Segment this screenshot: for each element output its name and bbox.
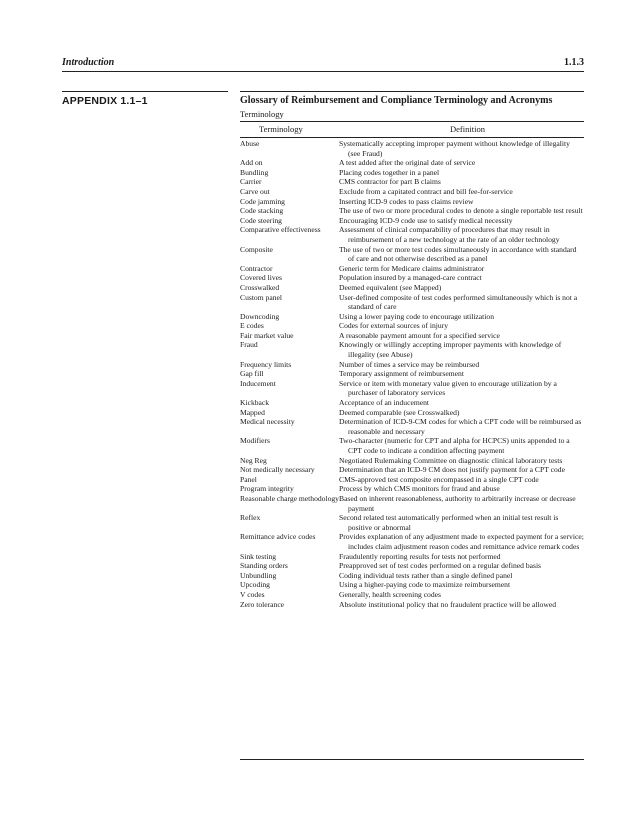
table-row xyxy=(240,494,584,513)
definition-cell: Determination that an ICD-9 CM does not justify payment for a CPT code xyxy=(339,465,565,475)
term-cell: Mapped xyxy=(240,407,265,417)
glossary-table-body xyxy=(240,139,584,609)
running-head xyxy=(62,57,584,71)
definition-cell: Systematically accepting improper payment without knowledge of illegality (see Fraud) xyxy=(339,139,570,158)
definition-cell: Fraudulently reporting results for tests not performed xyxy=(339,551,501,561)
appendix-label: APPENDIX 1.1–1 xyxy=(62,95,148,107)
table-row xyxy=(240,283,584,293)
definition-cell: CMS-approved test composite encompassed in a single CPT code xyxy=(339,474,539,484)
definition-cell: Using a higher-paying code to maximize reimbursement xyxy=(339,580,511,590)
definition-cell: Generally, health screening codes xyxy=(339,589,441,599)
term-cell: E codes xyxy=(240,321,264,331)
term-cell: Standing orders xyxy=(240,561,288,571)
table-row xyxy=(240,187,584,197)
term-cell: Composite xyxy=(240,244,273,254)
table-row xyxy=(240,484,584,494)
definition-cell: User-defined composite of test codes performed simultaneously which is not a standard of care xyxy=(339,292,578,312)
table-row xyxy=(240,513,584,532)
table-row xyxy=(240,408,584,418)
definition-cell: Knowingly or willingly accepting improper payments with knowledge of illegality (see Abuse) xyxy=(339,340,562,360)
definition-cell: A test added after the original date of service xyxy=(339,158,476,168)
table-row xyxy=(240,312,584,322)
term-cell: Gap fill xyxy=(240,369,264,379)
table-row xyxy=(240,552,584,562)
table-row xyxy=(240,456,584,466)
table-row xyxy=(240,369,584,379)
term-cell: Code stacking xyxy=(240,206,284,216)
definition-cell: Deemed comparable (see Crosswalked) xyxy=(339,407,460,417)
definition-cell: Encouraging ICD-9 code use to satisfy medical necessity xyxy=(339,215,513,225)
term-cell: Downcoding xyxy=(240,311,280,321)
running-head-page-number: 1.1.3 xyxy=(564,57,584,68)
term-cell: Panel xyxy=(240,474,257,484)
table-title: Glossary of Reimbursement and Compliance Terminology and Acronyms xyxy=(240,95,553,106)
table-row xyxy=(240,216,584,226)
table-subtitle: Terminology xyxy=(240,109,284,119)
term-cell: Neg Reg xyxy=(240,455,267,465)
term-cell: Code steering xyxy=(240,215,282,225)
table-row xyxy=(240,331,584,341)
term-cell: Unbundling xyxy=(240,570,277,580)
term-cell: Reflex xyxy=(240,513,261,523)
definition-cell: Absolute institutional policy that no fraudulent practice will be allowed xyxy=(339,599,557,609)
table-row xyxy=(240,168,584,178)
definition-cell: Determination of ICD-9-CM codes for which a CPT code will be reimbursed as reasonable and necessary xyxy=(339,417,582,436)
table-row xyxy=(240,475,584,485)
top-rule xyxy=(62,71,584,72)
term-cell: Program integrity xyxy=(240,484,294,494)
term-cell: Custom panel xyxy=(240,292,282,302)
term-cell: Contractor xyxy=(240,263,273,273)
definition-cell: Process by which CMS monitors for fraud and abuse xyxy=(339,484,500,494)
definition-cell: Generic term for Medicare claims administrator xyxy=(339,263,485,273)
table-top-rule xyxy=(240,91,584,92)
table-row xyxy=(240,197,584,207)
definition-cell: Preapproved set of test codes performed on a regular defined basis xyxy=(339,561,542,571)
table-row xyxy=(240,177,584,187)
term-cell: Comparative effectiveness xyxy=(240,225,321,235)
table-row xyxy=(240,379,584,398)
table-row xyxy=(240,264,584,274)
term-cell: Crosswalked xyxy=(240,282,280,292)
definition-cell: Deemed equivalent (see Mapped) xyxy=(339,282,442,292)
table-row xyxy=(240,436,584,455)
term-cell: Reasonable charge methodology xyxy=(240,493,339,503)
term-cell: Medical necessity xyxy=(240,417,295,427)
definition-cell: Using a lower paying code to encourage utilization xyxy=(339,311,494,321)
table-bottom-rule xyxy=(240,759,584,760)
header-rule-bottom xyxy=(240,137,584,138)
definition-cell: Codes for external sources of injury xyxy=(339,321,449,331)
term-cell: Not medically necessary xyxy=(240,465,315,475)
definition-cell: Second related test automatically performed when an initial test result is positive or abnormal xyxy=(339,513,559,532)
term-cell: Code jamming xyxy=(240,196,285,206)
term-cell: Inducement xyxy=(240,378,276,388)
term-cell: Frequency limits xyxy=(240,359,292,369)
table-row xyxy=(240,561,584,571)
table-row xyxy=(240,571,584,581)
table-row xyxy=(240,321,584,331)
definition-cell: Population insured by a managed-care contract xyxy=(339,273,482,283)
term-cell: Covered lives xyxy=(240,273,282,283)
table-row xyxy=(240,293,584,312)
table-row xyxy=(240,206,584,216)
table-row xyxy=(240,532,584,551)
table-row xyxy=(240,465,584,475)
table-row xyxy=(240,580,584,590)
term-cell: Remittance advice codes xyxy=(240,532,316,542)
definition-cell: Based on inherent reasonableness, authority to arbitrarily increase or decrease payment xyxy=(339,493,576,513)
table-row xyxy=(240,417,584,436)
definition-cell: Coding individual tests rather than a single defined panel xyxy=(339,570,513,580)
term-cell: Zero tolerance xyxy=(240,599,285,609)
term-cell: Abuse xyxy=(240,139,260,148)
term-cell: Carve out xyxy=(240,186,270,196)
header-rule-top xyxy=(240,121,584,122)
table-row xyxy=(240,273,584,283)
table-row xyxy=(240,340,584,359)
definition-cell: Assessment of clinical comparability of procedures that may result in reimbursement of a new technology at the rate of an older technology xyxy=(339,225,560,244)
table-row xyxy=(240,398,584,408)
table-row xyxy=(240,590,584,600)
definition-cell: Two-character (numeric for CPT and alpha for HCPCS) units appended to a CPT code to indicate a condition affecting payment xyxy=(339,436,570,455)
term-cell: Fair market value xyxy=(240,330,294,340)
definition-cell: The use of two or more test codes simultaneously in accordance with standard of care and not otherwise described as a panel xyxy=(339,244,577,264)
term-cell: Sink testing xyxy=(240,551,277,561)
appendix-rule xyxy=(62,91,228,92)
term-cell: Add on xyxy=(240,158,263,168)
table-row xyxy=(240,225,584,244)
definition-cell: Inserting ICD-9 codes to pass claims review xyxy=(339,196,474,206)
definition-cell: Exclude from a capitated contract and bill fee-for-service xyxy=(339,186,513,196)
column-header-terminology: Terminology xyxy=(259,124,303,134)
definition-cell: Service or item with monetary value given to encourage utilization by a purchaser of laboratory services xyxy=(339,378,557,398)
column-header-definition: Definition xyxy=(450,124,485,134)
term-cell: Upcoding xyxy=(240,580,270,590)
definition-cell: Acceptance of an inducement xyxy=(339,398,430,408)
table-row xyxy=(240,139,584,158)
table-row xyxy=(240,600,584,610)
definition-cell: CMS contractor for part B claims xyxy=(339,177,441,187)
table-row xyxy=(240,245,584,264)
definition-cell: Provides explanation of any adjustment made to expected payment for a service; includes claim adjustment reason codes and remittance advice remark codes xyxy=(339,532,584,551)
table-row xyxy=(240,360,584,370)
definition-cell: The use of two or more procedural codes to denote a single reportable test result xyxy=(339,206,583,216)
definition-cell: A reasonable payment amount for a specified service xyxy=(339,330,500,340)
definition-cell: Temporary assignment of reimbursement xyxy=(339,369,464,379)
term-cell: Kickback xyxy=(240,398,270,408)
term-cell: Bundling xyxy=(240,167,269,177)
term-cell: Fraud xyxy=(240,340,258,350)
definition-cell: Placing codes together in a panel xyxy=(339,167,440,177)
term-cell: Modifiers xyxy=(240,436,270,446)
definition-cell: Number of times a service may be reimbursed xyxy=(339,359,480,369)
term-cell: Carrier xyxy=(240,177,262,187)
table-row xyxy=(240,158,584,168)
definition-cell: Negotiated Rulemaking Committee on diagnostic clinical laboratory tests xyxy=(339,455,563,465)
running-head-section: Introduction xyxy=(62,57,115,68)
term-cell: V codes xyxy=(240,589,265,599)
